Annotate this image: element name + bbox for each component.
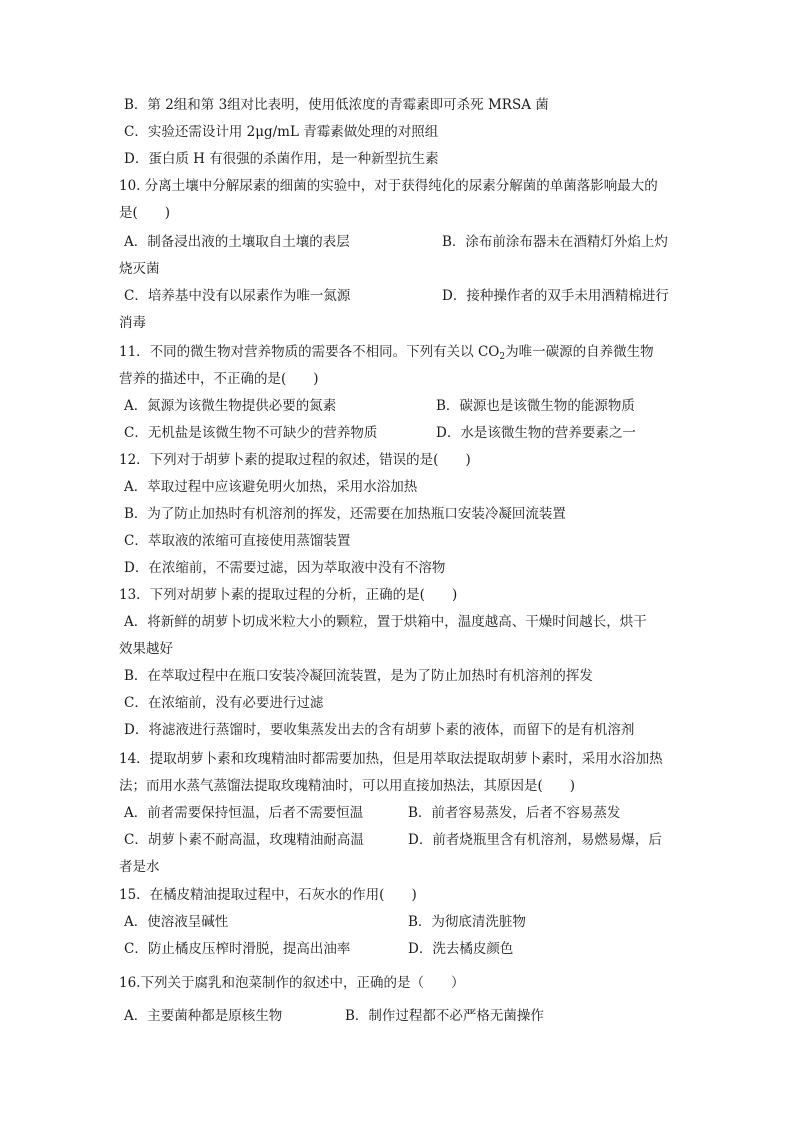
q9-option-c: C．实验还需设计用 2μg/mL 青霉素做处理的对照组 — [124, 124, 439, 140]
q16-option-b: B．制作过程都不必严格无菌操作 — [345, 1008, 544, 1024]
q12-option-b: B．为了防止加热时有机溶剂的挥发，还需要在加热瓶口安装冷凝回流装置 — [124, 506, 566, 522]
q13-option-b: B．在萃取过程中在瓶口安装冷凝回流装置，是为了防止加热时有机溶剂的挥发 — [124, 668, 593, 684]
q11-stem-part2: 为唯一碳源的自养微生物 — [505, 344, 654, 360]
q10-option-b: B．涂布前涂布器未在酒精灯外焰上灼 — [442, 234, 668, 250]
q14-option-b: B．前者容易蒸发，后者不容易蒸发 — [408, 805, 621, 821]
q15-option-b: B．为彻底清洗脏物 — [408, 914, 526, 930]
q15-option-d: D．洗去橘皮颜色 — [408, 941, 514, 957]
q14-option-a: A．前者需要保持恒温，后者不需要恒温 — [124, 805, 364, 821]
q10-stem: 10. 分离土壤中分解尿素的细菌的实验中，对于获得纯化的尿素分解菌的单菌落影响最大的 — [119, 178, 658, 194]
q11-option-a: A．氮源为该微生物提供必要的氮素 — [124, 398, 337, 414]
q14-option-d-cont: 者是水 — [119, 859, 160, 875]
q10-stem-cont: 是( ) — [119, 205, 171, 221]
q12-option-a: A．萃取过程中应该避免明火加热，采用水浴加热 — [124, 479, 418, 495]
q13-option-c: C．在浓缩前，没有必要进行过滤 — [124, 695, 324, 711]
q16-stem: 16.下列关于腐乳和泡菜制作的叙述中，正确的是（ ） — [119, 975, 465, 991]
q16-option-a: A．主要菌种都是原核生物 — [124, 1008, 283, 1024]
q10-option-d: D．接种操作者的双手未用酒精棉进行 — [442, 288, 669, 304]
q11-option-c: C．无机盐是该微生物不可缺少的营养物质 — [124, 425, 378, 441]
q12-option-d: D．在浓缩前，不需要过滤，因为萃取液中没有不溶物 — [124, 560, 446, 576]
q14-stem: 14．提取胡萝卜素和玫瑰精油时都需要加热，但是用萃取法提取胡萝卜素时，采用水浴加热 — [119, 751, 663, 767]
q15-stem: 15．在橘皮精油提取过程中，石灰水的作用( ) — [119, 887, 417, 903]
q11-co2-subscript: 2 — [499, 352, 506, 362]
q10-option-a: A．制备浸出液的土壤取自土壤的表层 — [124, 234, 350, 250]
q14-stem-cont: 法；而用水蒸气蒸馏法提取玫瑰精油时，可以用直接加热法，其原因是( ) — [119, 778, 576, 794]
q13-option-d: D．将滤液进行蒸馏时，要收集蒸发出去的含有胡萝卜素的液体，而留下的是有机溶剂 — [124, 722, 635, 738]
q11-option-b: B．碳源也是该微生物的能源物质 — [436, 398, 635, 414]
q11-stem-part1: 11．不同的微生物对营养物质的需要各不相同。下列有关以 CO — [119, 344, 500, 360]
q10-option-d-cont: 消毒 — [119, 315, 146, 331]
q15-option-c: C．防止橘皮压榨时滑脱，提高出油率 — [124, 941, 351, 957]
q10-option-c: C．培养基中没有以尿素作为唯一氮源 — [124, 288, 351, 304]
q9-option-b: B．第 2组和第 3组对比表明，使用低浓度的青霉素即可杀死 MRSA 菌 — [124, 97, 549, 113]
q13-stem: 13．下列对胡萝卜素的提取过程的分析，正确的是( ) — [119, 587, 458, 603]
q10-option-b-cont: 烧灭菌 — [119, 261, 160, 277]
q14-option-c: C．胡萝卜素不耐高温，玫瑰精油耐高温 — [124, 832, 364, 848]
q12-stem: 12．下列对于胡萝卜素的提取过程的叙述，错误的是( ) — [119, 452, 471, 468]
q15-option-a: A．使溶液呈碱性 — [124, 914, 229, 930]
q14-option-d: D．前者烧瓶里含有机溶剂，易燃易爆，后 — [408, 832, 662, 848]
q12-option-c: C．萃取液的浓缩可直接使用蒸馏装置 — [124, 533, 351, 549]
q13-option-a-cont: 效果越好 — [119, 641, 173, 657]
q11-stem-cont: 营养的描述中，不正确的是( ) — [119, 371, 319, 387]
q9-option-d: D．蛋白质 H 有很强的杀菌作用，是一种新型抗生素 — [124, 151, 439, 167]
q11-option-d: D．水是该微生物的营养要素之一 — [436, 425, 636, 441]
q13-option-a: A．将新鲜的胡萝卜切成米粒大小的颗粒，置于烘箱中，温度越高、干燥时间越长，烘干 — [124, 614, 647, 630]
q11-stem — [119, 343, 654, 361]
